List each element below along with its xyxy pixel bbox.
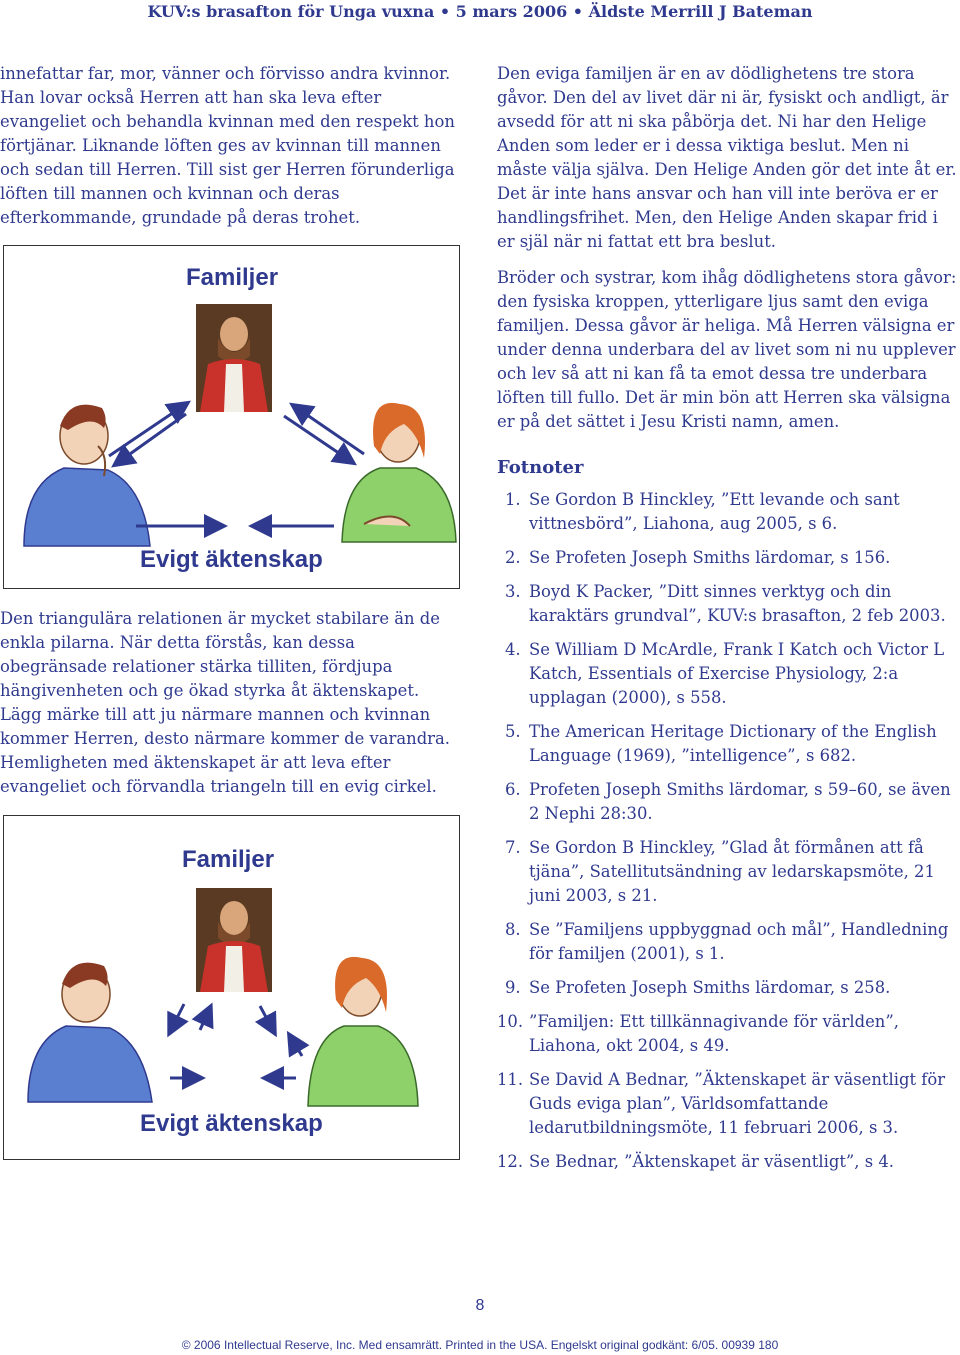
diagram-title: Familjer [182, 846, 275, 873]
page-number: 8 [475, 1297, 485, 1314]
list-item: 1. Se Gordon B Hinckley, ”Ett levande och sant vittnesbörd”, Liahona, aug 2005, s 6. [505, 490, 900, 533]
footnotes-heading: Fotnoter [497, 457, 584, 478]
list-item: 6. Profeten Joseph Smiths lärdomar, s 59–60, se även 2 Nephi 28:30. [505, 780, 951, 823]
woman-figure-icon [308, 957, 418, 1106]
diagram-caption: Den triangulära relationen är mycket stabilare än de enkla pilarna. När detta förstås, kan dessa obegränsade relationer stärka tilliten, fördjupa hängivenheten och ge ökad styrka åt äktenskapet. Lägg märke till att ju närmare mannen och kvinnan kommer Herren, desto närmare kommer de varandra. Hemligheten med äktenskapet är att leva efter evangeliet och förvandla triangeln till en evig cirkel. [0, 609, 450, 796]
man-figure-icon [28, 963, 152, 1102]
list-item: 5. The American Heritage Dictionary of the English Language (1969), ”intelligence”, s 682. [505, 722, 937, 765]
diagram-illustration [4, 816, 459, 1159]
diagram-title: Familjer [186, 264, 279, 291]
woman-figure-icon [342, 403, 456, 542]
diagram-families-1 [3, 245, 460, 589]
copyright-notice: © 2006 Intellectual Reserve, Inc. Med ensamrätt. Printed in the USA. Engelskt original godkänt: 6/05. 00939 180 [181, 1338, 779, 1352]
list-item: 2. Se Profeten Joseph Smiths lärdomar, s 156. [505, 548, 891, 567]
left-column [0, 62, 455, 242]
list-item: 11. Se David A Bednar, ”Äktenskapet är väsentligt för Guds eviga plan”, Världsomfattande ledarutbildningsmöte, 11 februari 2006, s 3. [497, 1070, 946, 1137]
list-item: 3. Boyd K Packer, ”Ditt sinnes verktyg och din karaktärs grundval”, KUV:s brasafton, 2 feb 2003. [505, 582, 946, 625]
list-item: 4. Se William D McArdle, Frank I Katch och Victor L Katch, Essentials of Exercise Physiology, 2:a upplagan (2000), s 558. [505, 640, 945, 707]
list-item: 7. Se Gordon B Hinckley, ”Glad åt förmånen att få tjäna”, Satellitutsändning av ledarskapsmöte, 21 juni 2003, s 21. [505, 838, 935, 905]
right-paragraph-1: Den eviga familjen är en av dödlighetens tre stora gåvor. Den del av livet där ni är, fysiskt och andligt, är avsedd för att ni ska påbörja det. Ni har den Helige Anden som leder er i dessa viktiga beslut. Men ni måste välja själva. Den Helige Anden gör det inte åt er. Det är inte hans ansvar och han vill inte beröva er er handlingsfrihet. Men, den Helige Anden skapar frid i er själ när ni fattat ett bra beslut. [497, 64, 957, 251]
running-header: KUV:s brasafton för Unga vuxna • 5 mars 2006 • Äldste Merrill J Bateman [0, 0, 960, 30]
diagram-subtitle: Evigt äktenskap [140, 546, 323, 573]
christ-portrait-icon [196, 888, 272, 992]
list-item: 9. Se Profeten Joseph Smiths lärdomar, s 258. [505, 978, 891, 997]
diagram-families-2 [3, 815, 460, 1160]
christ-portrait-icon [196, 304, 272, 412]
list-item: 12. Se Bednar, ”Äktenskapet är väsentligt”, s 4. [497, 1152, 894, 1171]
list-item: 10. ”Familjen: Ett tillkännagivande för världen”, Liahona, okt 2004, s 49. [497, 1012, 899, 1055]
diagram-subtitle: Evigt äktenskap [140, 1110, 323, 1137]
footnotes-list [497, 488, 959, 1174]
list-item: 8. Se ”Familjens uppbyggnad och mål”, Handledning för familjen (2001), s 1. [505, 920, 949, 963]
left-paragraph-1: innefattar far, mor, vänner och förvisso andra kvinnor. Han lovar också Herren att han ska leva efter evangeliet och behandla kvinnan med den respekt hon förtjänar. Liknande löften ges av kvinnan till mannen och sedan till Herren. Till sist ger Herren förunderliga löften till mannen och kvinnan och deras efterkommande, grundade på deras trohet. [0, 64, 455, 227]
diagram-illustration [4, 246, 459, 588]
right-paragraph-2: Bröder och systrar, kom ihåg dödlighetens stora gåvor: den fysiska kroppen, ytterligare ljus samt den eviga familjen. Dessa gåvor är heliga. Må Herren välsigna er under denna underbara del av livet som ni nu upplever och lev så att ni kan få ta emot dessa tre underbara löften till fullo. Det är min bön att Herren ska välsigna er på det sättet i Jesu Kristi namn, amen. [497, 268, 957, 431]
right-column [497, 62, 959, 1184]
man-figure-icon [24, 405, 150, 546]
